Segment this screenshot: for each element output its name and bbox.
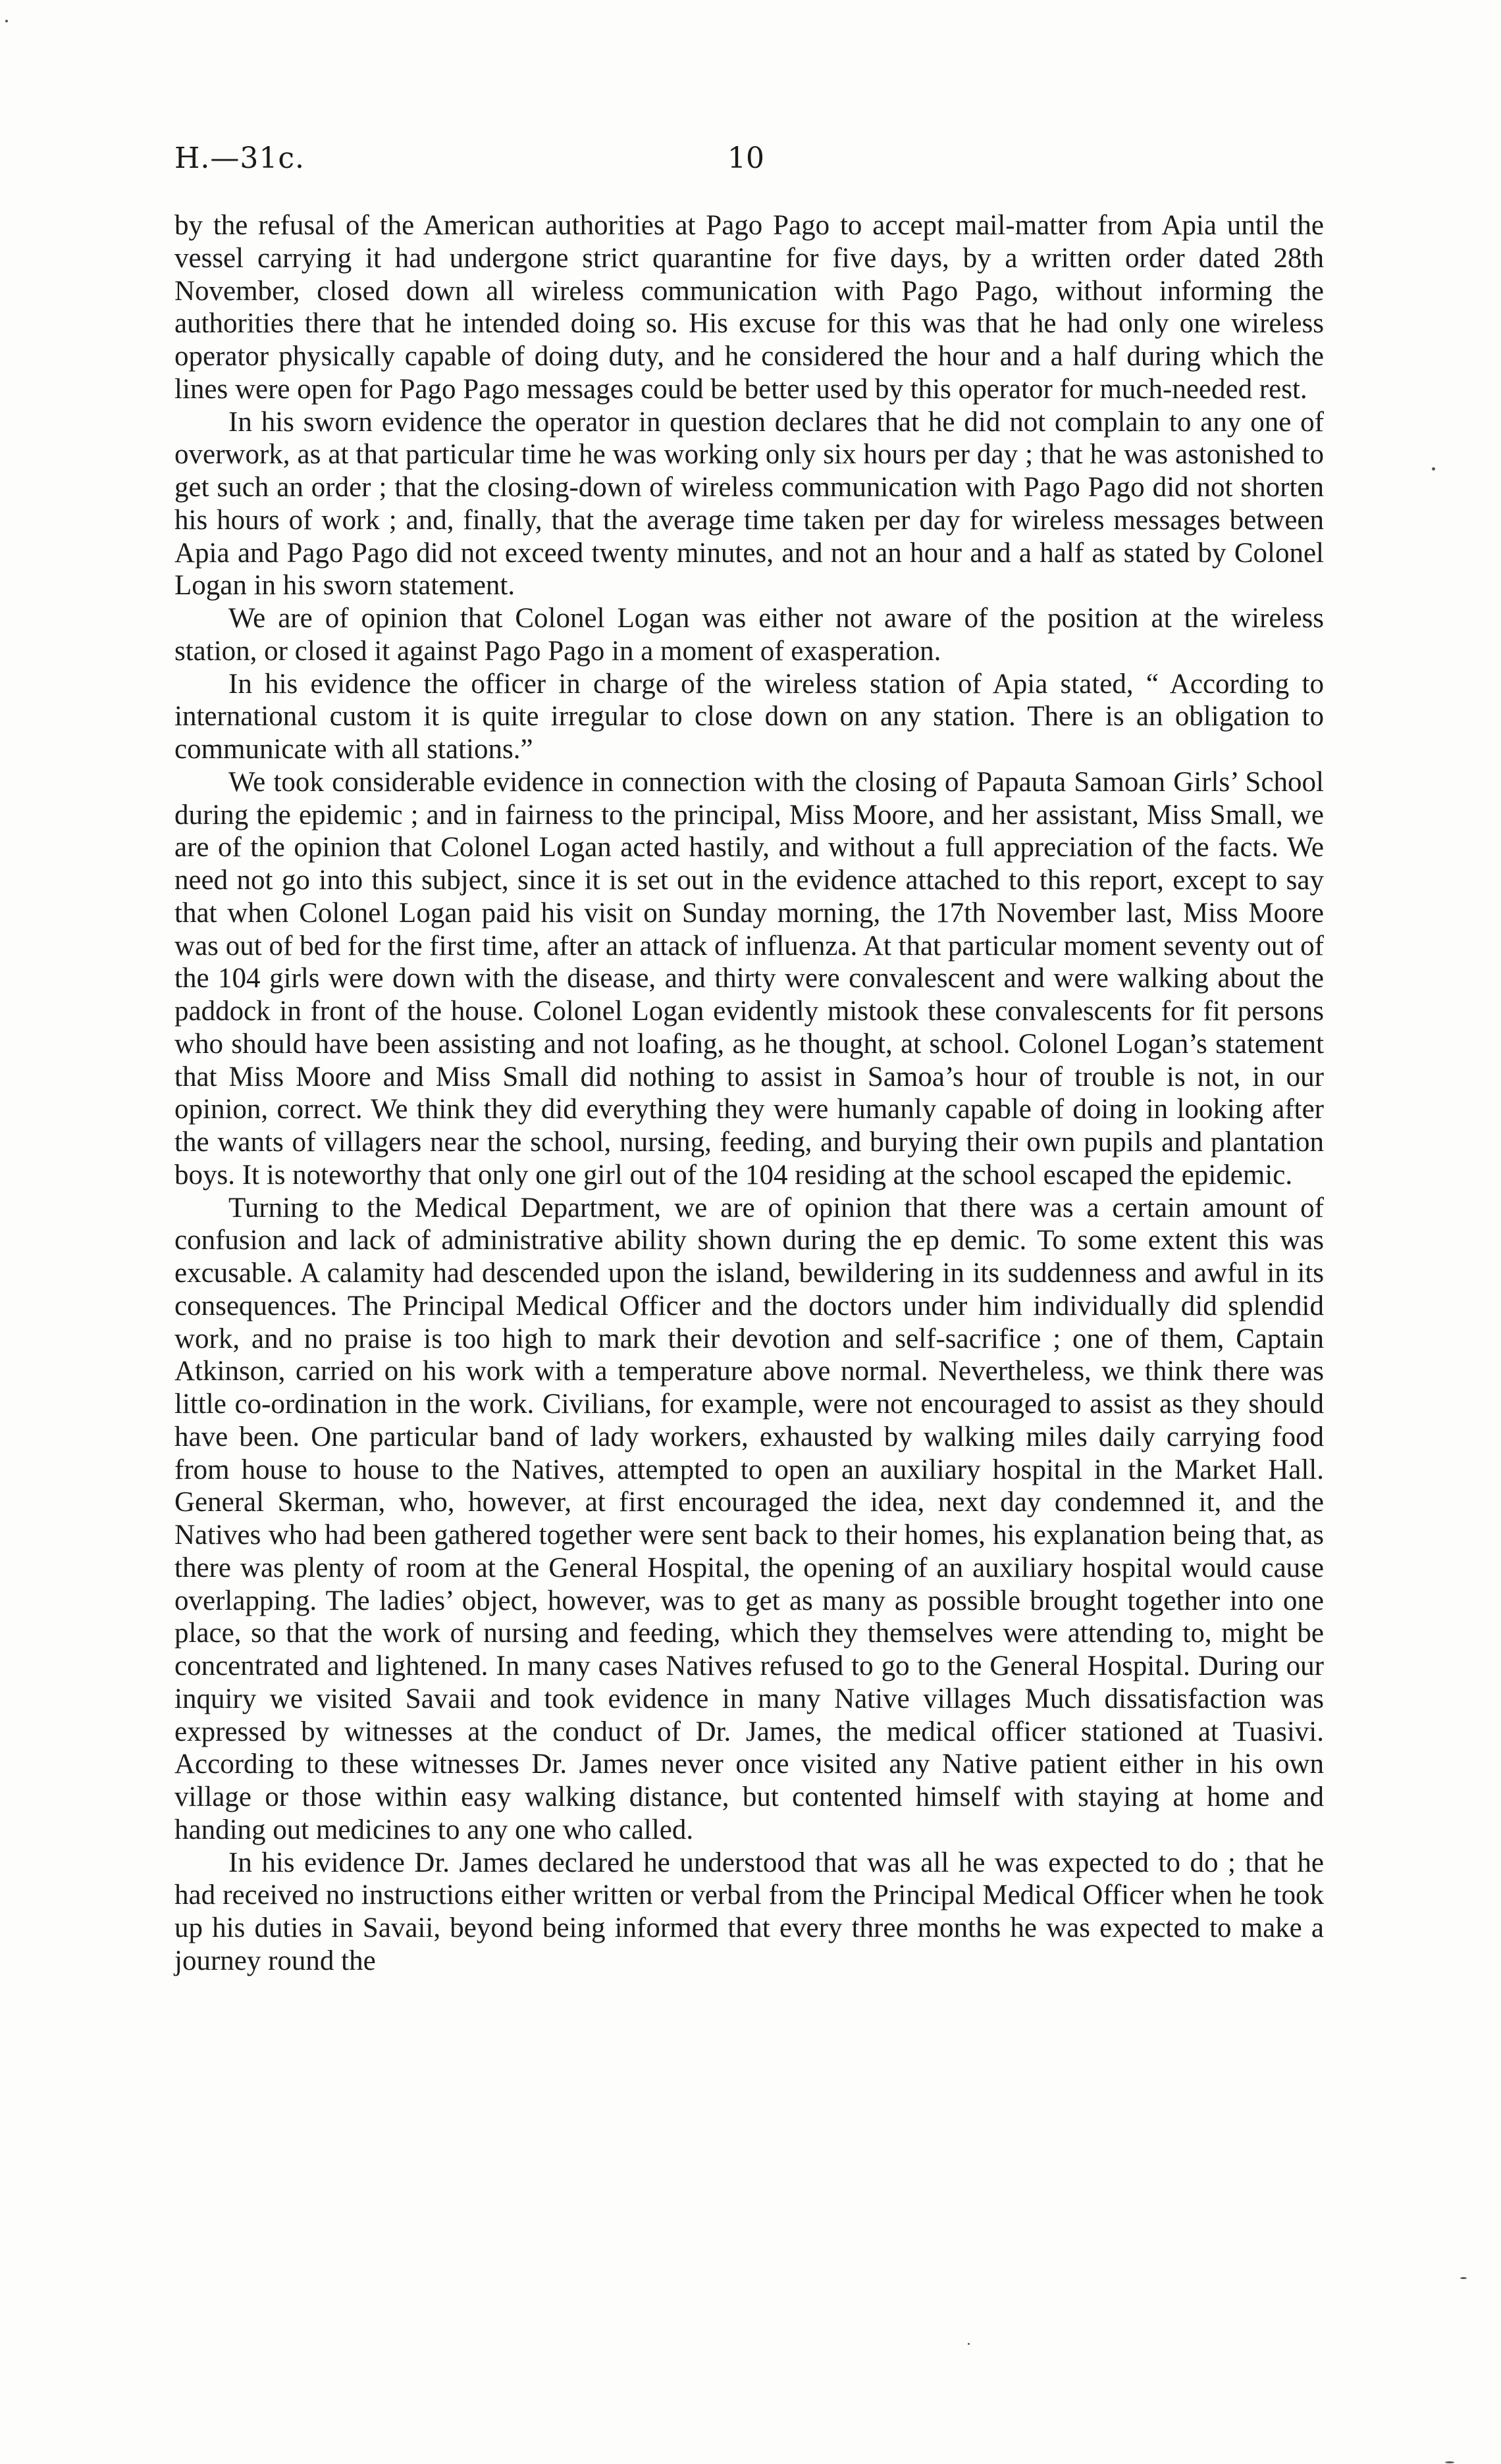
- scan-speck: [5, 20, 8, 22]
- page-number: 10: [727, 141, 764, 175]
- scan-speck: [1432, 467, 1435, 471]
- paragraph: In his evidence Dr. James declared he understood that was all he was expected to do ; that he had received no instructions either written or verbal from the Principal Medical Officer when he took up his duties in Savaii, beyond being informed that every three months he was expected to make a journey round the: [174, 1847, 1324, 1976]
- scan-speck: [1445, 2461, 1454, 2463]
- page-header: [174, 141, 1333, 181]
- paragraph: We are of opinion that Colonel Logan was either not aware of the position at the wireless station, or closed it against Pago Pago in a moment of exasperation.: [174, 603, 1324, 667]
- paragraph: In his sworn evidence the operator in question declares that he did not complain to any one of overwork, as at that particular time he was working only six hours per day ; that he was astonished to get such an order ; that the closing-down of wireless communication with Pago Pago did not shorten his hours of work ; and, finally, that the average time taken per day for wireless messages between Apia and Pago Pago did not exceed twenty minutes, and not an hour and a half as stated by Colonel Logan in his sworn statement.: [174, 406, 1324, 602]
- paragraph: Turning to the Medical Department, we are of opinion that there was a certain amount of confusion and lack of administrative ability shown during the ep demic. To some extent this was excusable. A calamity had descended upon the island, bewildering in its suddenness and awful in its consequences. The Principal Medical Officer and the doctors under him individually did splendid work, and no praise is too high to mark their devotion and self-sacrifice ; one of them, Captain Atkinson, carried on his work with a temperature above normal. Nevertheless, we think there was little co-ordination in the work. Civilians, for example, were not encouraged to assist as they should have been. One particular band of lady workers, exhausted by walking miles daily carrying food from house to house to the Natives, attempted to open an auxiliary hospital in the Market Hall. General Skerman, who, however, at first encouraged the idea, next day condemned it, and the Natives who had been gathered together were sent back to their homes, his explanation being that, as there was plenty of room at the General Hospital, the opening of an auxiliary hospital would cause overlapping. The ladies’ object, however, was to get as many as possible brought together into one place, so that the work of nursing and feeding, which they themselves were attending to, might be concentrated and lightened. In many cases Natives refused to go to the General Hospital. During our inquiry we visited Savaii and took evidence in many Native villages Much dissatisfaction was expressed by witnesses at the conduct of Dr. James, the medical officer stationed at Tuasivi. According to these witnesses Dr. James never once visited any Native patient either in his own village or those within easy walking distance, but contented himself with staying at home and handing out medicines to any one who called.: [174, 1192, 1324, 1845]
- paragraph: by the refusal of the American authorities at Pago Pago to accept mail-matter from Apia until the vessel carrying it had undergone strict quarantine for five days, by a written order dated 28th November, closed down all wireless communication with Pago Pago, without informing the authorities there that he intended doing so. His excuse for this was that he had only one wireless operator physically capable of doing duty, and he considered the hour and a half during which the lines were open for Pago Pago messages could be better used by this operator for much-needed rest.: [174, 210, 1324, 405]
- paragraph: We took considerable evidence in connection with the closing of Papauta Samoan Girls’ School during the epidemic ; and in fairness to the principal, Miss Moore, and her assistant, Miss Small, we are of the opinion that Colonel Logan acted hastily, and without a full appreciation of the facts. We need not go into this subject, since it is set out in the evidence attached to this report, except to say that when Colonel Logan paid his visit on Sunday morning, the 17th November last, Miss Moore was out of bed for the first time, after an attack of influenza. At that particular moment seventy out of the 104 girls were down with the disease, and thirty were convalescent and were walking about the paddock in front of the house. Colonel Logan evidently mistook these convalescents for fit persons who should have been assisting and not loafing, as he thought, at school. Colonel Logan’s statement that Miss Moore and Miss Small did nothing to assist in Samoa’s hour of trouble is not, in our opinion, correct. We think they did everything they were humanly capable of doing in looking after the wants of villagers near the school, nursing, feeding, and burying their own pupils and plantation boys. It is noteworthy that only one girl out of the 104 residing at the school escaped the epidemic.: [174, 766, 1324, 1191]
- document-reference: H.—31c.: [174, 141, 305, 175]
- scan-speck: [1460, 2277, 1467, 2279]
- paragraph: In his evidence the officer in charge of the wireless station of Apia stated, “ According to international custom it is quite irregular to close down on any station. There is an obligation to communicate with all stations.”: [174, 668, 1324, 765]
- scan-speck: [968, 2343, 970, 2345]
- body-text: [174, 209, 1324, 1978]
